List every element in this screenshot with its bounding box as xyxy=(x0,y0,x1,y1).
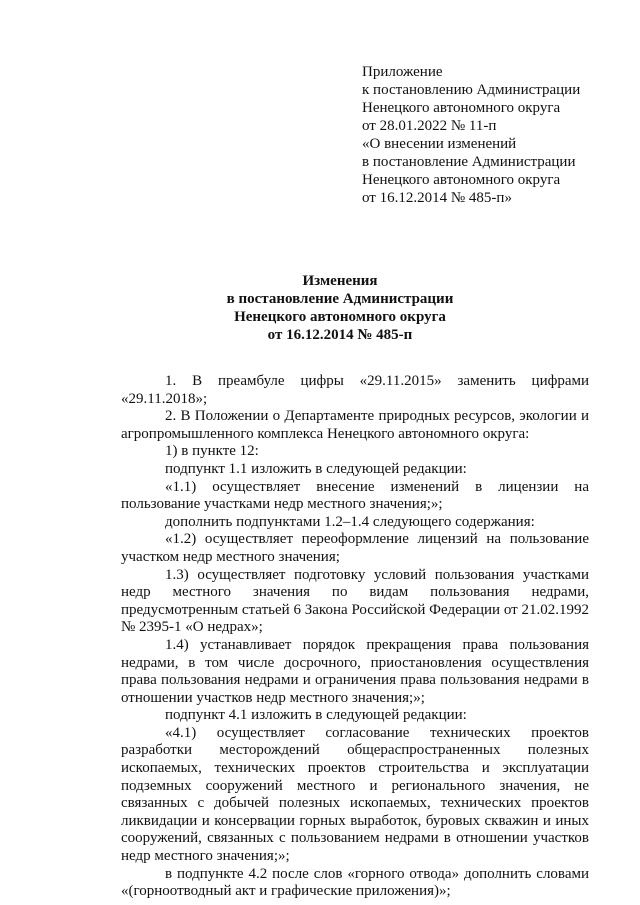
paragraph: дополнить подпунктами 1.2–1.4 следующего содержания: xyxy=(165,513,535,530)
appendix-line: «О внесении изменений xyxy=(362,136,517,152)
title-line: от 16.12.2014 № 485-п xyxy=(267,327,413,343)
appendix-line: к постановлению Администрации xyxy=(362,82,581,98)
paragraph: 1.3) осуществляет подготовку условий пользования участками недр местного значения по видам пользования недрами, предусмотренным статьей 6 Закона Российской Федерации от 21.02.1992 № 2395-1 «О недрах»; xyxy=(121,566,589,636)
title-line: Ненецкого автономного округа xyxy=(234,309,446,325)
paragraph: в подпункте 4.2 после слов «горного отвода» дополнить словами «(горноотводный акт и графические приложения)»; xyxy=(121,865,589,900)
paragraph: «4.1) осуществляет согласование технических проектов разработки месторождений общераспространенных полезных ископаемых, технических проектов строительства и эксплуатации подземных сооружений местного и регионального значения, не связанных с добычей полезных ископаемых, технических проектов ликвидации и консервации горных выработок, буровых скважин и иных сооружений, связанных с пользованием недрами в отношении участков недр местного значения;»; xyxy=(121,724,589,865)
appendix-line: в постановление Администрации xyxy=(362,154,576,170)
appendix-line: Ненецкого автономного округа xyxy=(362,100,561,116)
appendix-line: от 16.12.2014 № 485-п» xyxy=(362,190,512,206)
paragraph: «1.2) осуществляет переоформление лицензий на пользование участком недр местного значения; xyxy=(121,531,589,565)
appendix-line: Приложение xyxy=(362,64,443,80)
paragraph: 1. В преамбуле цифры «29.11.2015» заменить цифрами «29.11.2018»; xyxy=(121,373,589,407)
paragraph: 1) в пункте 12: xyxy=(165,443,259,460)
appendix-line: от 28.01.2022 № 11-п xyxy=(362,118,497,134)
title-line: в постановление Администрации xyxy=(226,291,454,307)
document-title xyxy=(0,272,640,344)
document-body xyxy=(121,373,589,901)
title-line: Изменения xyxy=(302,273,378,289)
appendix-line: Ненецкого автономного округа xyxy=(362,172,561,188)
paragraph: 1.4) устанавливает порядок прекращения права пользования недрами, в том числе досрочного, приостановления осуществления права пользования недрами и ограничения права пользования недрами в отношении участков недр местного значения;»; xyxy=(121,636,589,706)
paragraph: подпункт 4.1 изложить в следующей редакции: xyxy=(165,707,467,724)
paragraph: «1.1) осуществляет внесение изменений в лицензии на пользование участками недр местного значения;»; xyxy=(121,478,589,513)
appendix-header xyxy=(362,63,622,207)
paragraph: 2. В Положении о Департаменте природных ресурсов, экологии и агропромышленного комплекса Ненецкого автономного округа: xyxy=(121,408,589,442)
paragraph: подпункт 1.1 изложить в следующей редакции: xyxy=(165,460,467,477)
